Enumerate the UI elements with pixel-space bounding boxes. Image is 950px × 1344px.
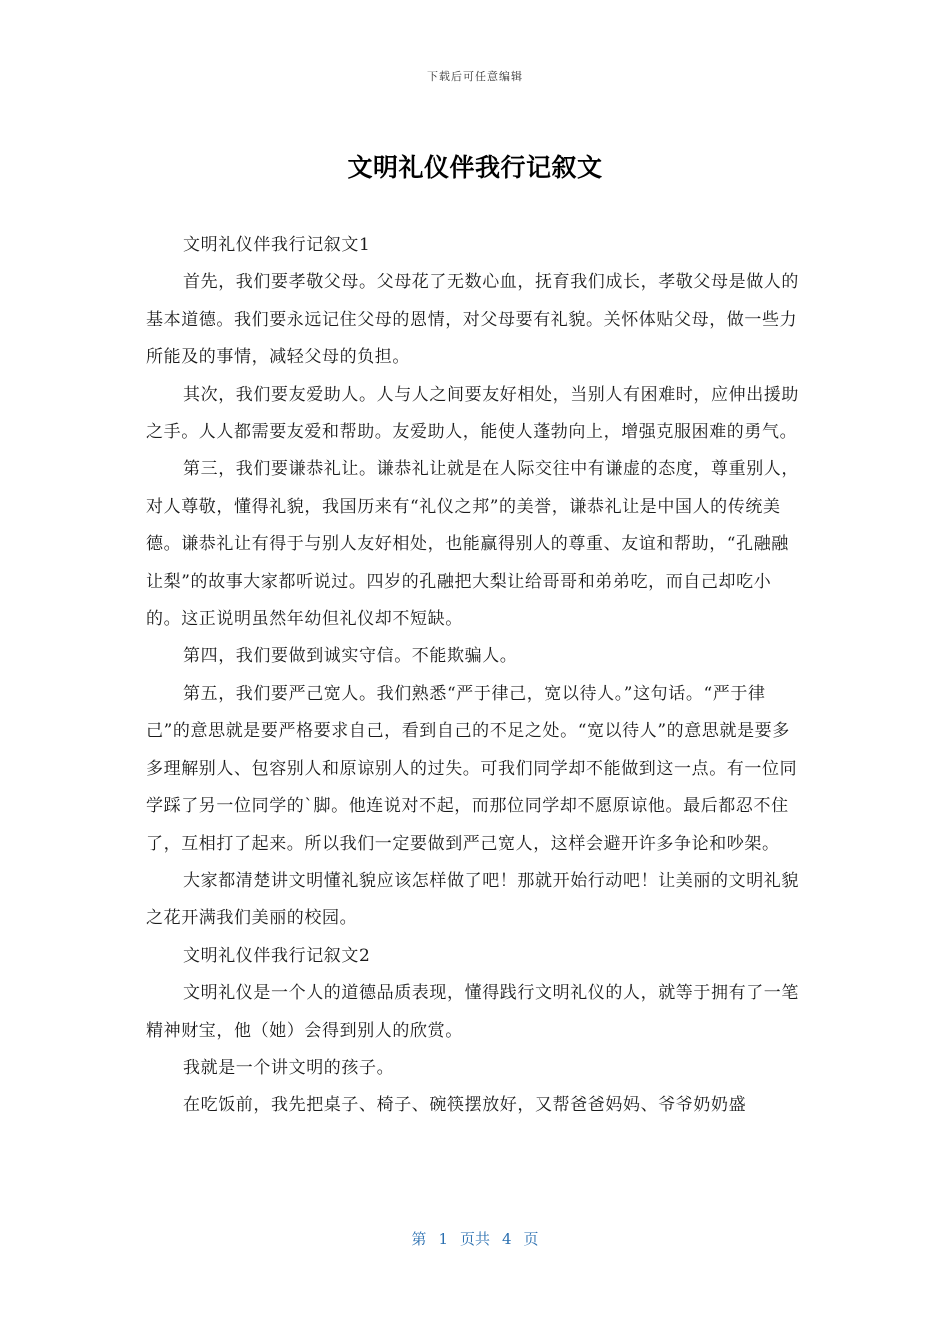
- paragraph-honesty: 第四，我们要做到诚实守信。不能欺骗人。: [183, 646, 518, 667]
- section-heading-2: 文明礼仪伴我行记叙文2: [183, 945, 371, 966]
- paragraph-conclusion: 大家都清楚讲文明懂礼貌应该怎样做了吧！那就开始行动吧！让美丽的文明礼貌之花开满我们美丽的校园。: [146, 870, 799, 929]
- page-header-note: 下载后可任意编辑: [427, 70, 523, 83]
- paragraph-filial-piety: 首先，我们要孝敬父母。父母花了无数心血，抚育我们成长，孝敬父母是做人的基本道德。我们要永远记住父母的恩情，对父母要有礼貌。关怀体贴父母，做一些力所能及的事情，减轻父母的负担。: [146, 272, 799, 368]
- page-mid-text: 页共: [459, 1230, 490, 1248]
- page-prefix: 第: [411, 1230, 427, 1248]
- paragraph-before-meal: 在吃饭前，我先把桌子、椅子、碗筷摆放好，又帮爸爸妈妈、爷爷奶奶盛: [183, 1095, 747, 1116]
- page-suffix: 页: [523, 1230, 539, 1248]
- paragraph-helping-others: 其次，我们要友爱助人。人与人之间要友好相处，当别人有困难时，应伸出援助之手。人人都需要友爱和帮助。友爱助人，能使人蓬勃向上，增强克服困难的勇气。: [146, 384, 799, 443]
- page-total-number: 4: [502, 1230, 512, 1248]
- paragraph-etiquette-intro: 文明礼仪是一个人的道德品质表现，懂得践行文明礼仪的人，就等于拥有了一笔精神财宝，他（她）会得到别人的欣赏。: [146, 983, 799, 1041]
- paragraph-civilized-child: 我就是一个讲文明的孩子。: [183, 1057, 395, 1078]
- document-body: [146, 227, 806, 1125]
- paragraph-modesty: 第三，我们要谦恭礼让。谦恭礼让就是在人际交往中有谦虚的态度，尊重别人，对人尊敬，懂得礼貌，我国历来有“礼仪之邦”的美誉，谦恭礼让是中国人的传统美德。谦恭礼让有得于与别人友好相处，也能赢得别人的尊重、友谊和帮助，“孔融融让梨”的故事大家都听说过。四岁的孔融把大梨让给哥哥和弟弟吃，而自己却吃小的。这正说明虽然年幼但礼仪却不短缺。: [146, 459, 799, 630]
- paragraph-strict-self: 第五，我们要严己宽人。我们熟悉“严于律己，宽以待人。”这句话。“严于律己”的意思就是要严格要求自己，看到自己的不足之处。“宽以待人”的意思就是要多多理解别人、包容别人和原谅别人的过失。可我们同学却不能做到这一点。有一位同学踩了另一位同学的`脚。他连说对不起，而那位同学却不愿原谅他。最后都忍不住了，互相打了起来。所以我们一定要做到严己宽人，这样会避开许多争论和吵架。: [146, 683, 798, 854]
- document-title: 文明礼仪伴我行记叙文: [347, 153, 603, 182]
- section-heading-1: 文明礼仪伴我行记叙文1: [183, 235, 371, 255]
- page-footer: [0, 1228, 950, 1249]
- page-current-number: 1: [438, 1230, 448, 1248]
